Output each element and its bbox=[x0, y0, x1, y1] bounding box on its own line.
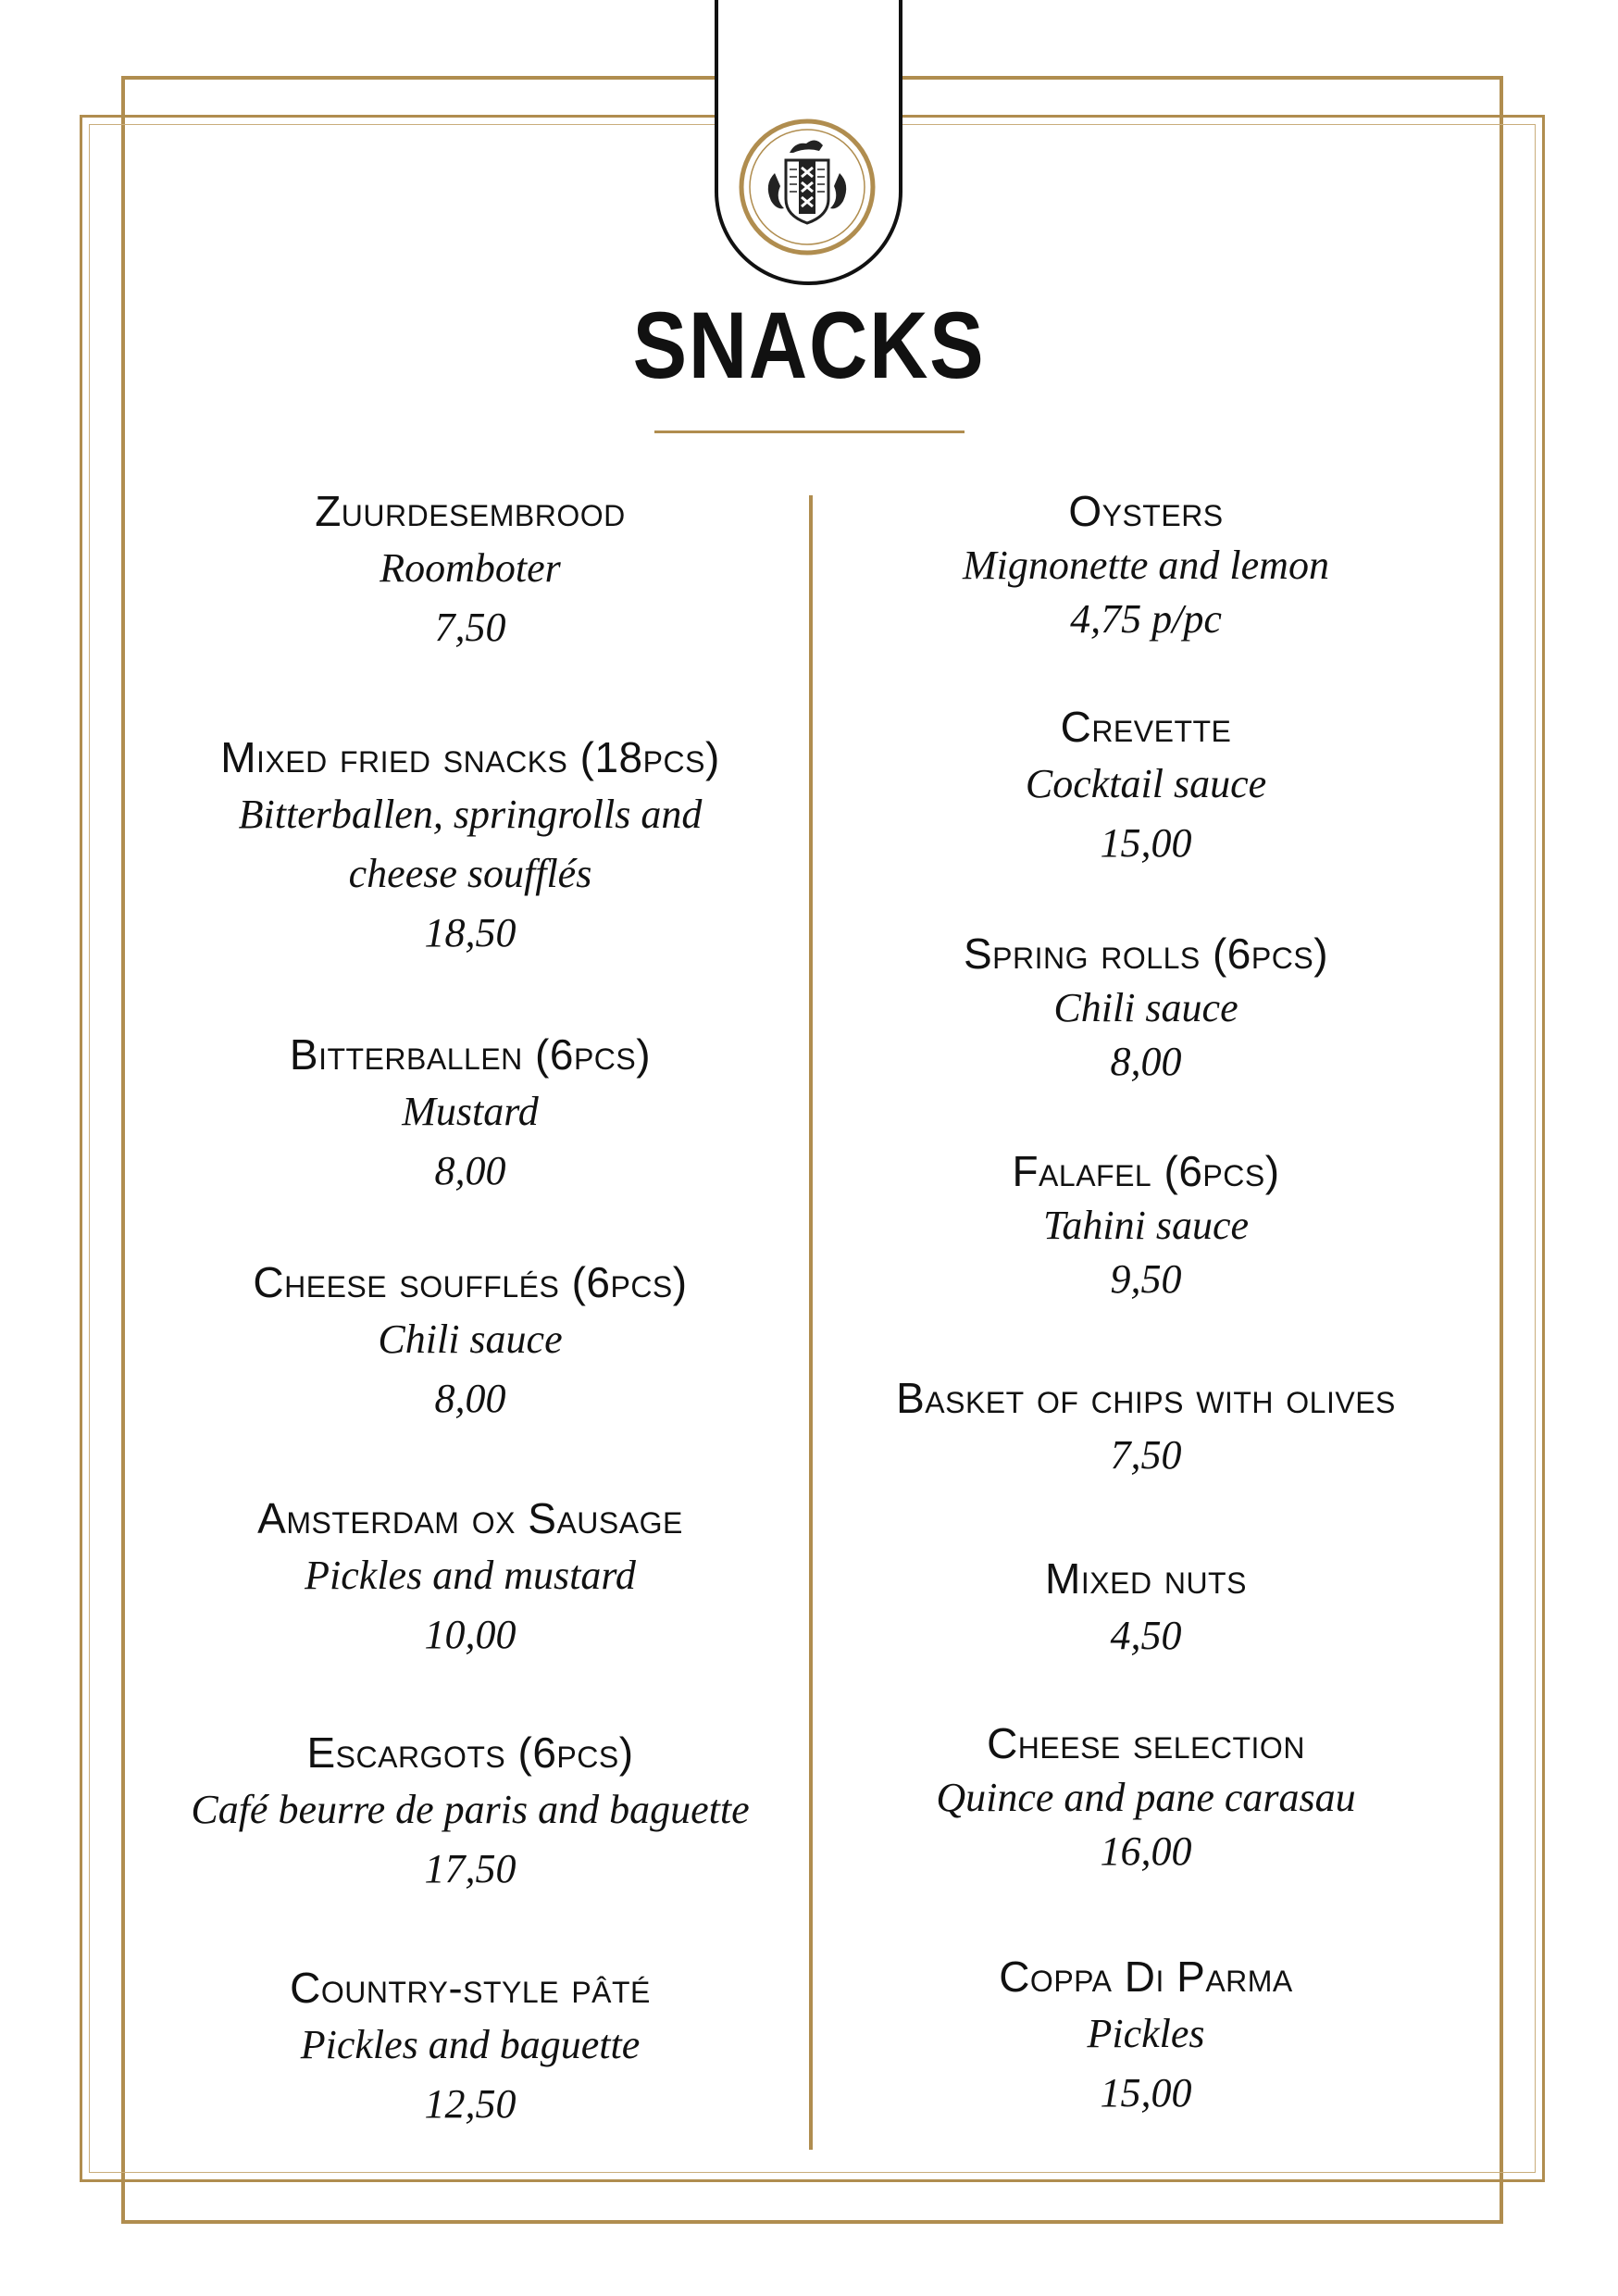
item-price: 7,50 bbox=[434, 605, 506, 650]
menu-item bbox=[156, 1027, 785, 1201]
item-description: Chili sauce bbox=[1053, 985, 1238, 1030]
menu-item bbox=[156, 1254, 785, 1429]
item-name: Mixed fried snacks (18pcs) bbox=[220, 733, 720, 781]
item-description: Pickles and baguette bbox=[300, 2022, 641, 2067]
menu-item bbox=[156, 1960, 785, 2134]
item-description: Pickles bbox=[1087, 2011, 1205, 2056]
item-name: Coppa Di Parma bbox=[999, 1953, 1293, 2001]
menu-item bbox=[156, 1725, 785, 1899]
menu-item bbox=[831, 1716, 1461, 1878]
item-name: Falafel (6pcs) bbox=[1012, 1147, 1280, 1195]
item-price: 18,50 bbox=[424, 910, 517, 955]
item-price: 16,00 bbox=[1100, 1828, 1192, 1874]
item-price: 8,00 bbox=[1110, 1039, 1182, 1084]
item-name: Amsterdam ox Sausage bbox=[257, 1494, 683, 1542]
item-name: Cheese selection bbox=[987, 1719, 1305, 1767]
item-price: 10,00 bbox=[424, 1612, 517, 1657]
item-name: Cheese soufflés (6pcs) bbox=[253, 1258, 688, 1306]
menu-item bbox=[831, 699, 1461, 873]
menu-item bbox=[156, 483, 785, 657]
item-description: Cocktail sauce bbox=[1025, 761, 1267, 806]
item-price: 15,00 bbox=[1100, 820, 1192, 866]
item-name: Basket of chips with olives bbox=[896, 1374, 1396, 1422]
item-description: Café beurre de paris and baguette bbox=[191, 1787, 750, 1832]
item-name: Zuurdesembrood bbox=[315, 487, 626, 535]
item-price: 15,00 bbox=[1100, 2070, 1192, 2115]
item-description: Tahini sauce bbox=[1042, 1203, 1250, 1248]
item-description: Mustard bbox=[402, 1089, 539, 1134]
menu-item bbox=[156, 1491, 785, 1665]
item-price: 4,50 bbox=[1110, 1613, 1182, 1658]
item-description: Bitterballen, springrolls and cheese soufflés bbox=[238, 792, 703, 896]
item-price: 17,50 bbox=[424, 1846, 517, 1891]
item-name: Country-style pâté bbox=[290, 1964, 651, 2012]
item-description: Roomboter bbox=[380, 545, 561, 591]
menu-item bbox=[156, 730, 785, 963]
menu-item bbox=[831, 926, 1461, 1089]
page-title: SNACKS bbox=[632, 293, 986, 398]
item-name: Oysters bbox=[1068, 487, 1224, 535]
amsterdam-crest-icon bbox=[738, 118, 877, 256]
item-price: 12,50 bbox=[424, 2081, 517, 2127]
menu-item bbox=[831, 1551, 1461, 1666]
item-description: Mignonette and lemon bbox=[963, 543, 1329, 588]
item-price: 8,00 bbox=[434, 1376, 506, 1421]
item-name: Crevette bbox=[1060, 703, 1232, 751]
menu-item bbox=[831, 1143, 1461, 1306]
item-description: Chili sauce bbox=[378, 1316, 563, 1362]
item-price: 7,50 bbox=[1110, 1432, 1182, 1478]
menu-item bbox=[831, 1370, 1461, 1485]
item-name: Escargots (6pcs) bbox=[306, 1728, 634, 1777]
menu-item bbox=[831, 1949, 1461, 2123]
title-underline bbox=[654, 430, 965, 433]
item-description: Pickles and mustard bbox=[305, 1553, 636, 1598]
item-price: 8,00 bbox=[434, 1148, 506, 1193]
item-description: Quince and pane carasau bbox=[936, 1775, 1356, 1820]
column-divider bbox=[809, 495, 813, 2150]
item-name: Spring rolls (6pcs) bbox=[963, 930, 1329, 978]
item-price: 9,50 bbox=[1110, 1256, 1182, 1302]
item-name: Bitterballen (6pcs) bbox=[289, 1030, 652, 1079]
menu-item bbox=[831, 483, 1461, 646]
item-name: Mixed nuts bbox=[1045, 1554, 1247, 1603]
item-price: 4,75 p/pc bbox=[1070, 596, 1222, 642]
